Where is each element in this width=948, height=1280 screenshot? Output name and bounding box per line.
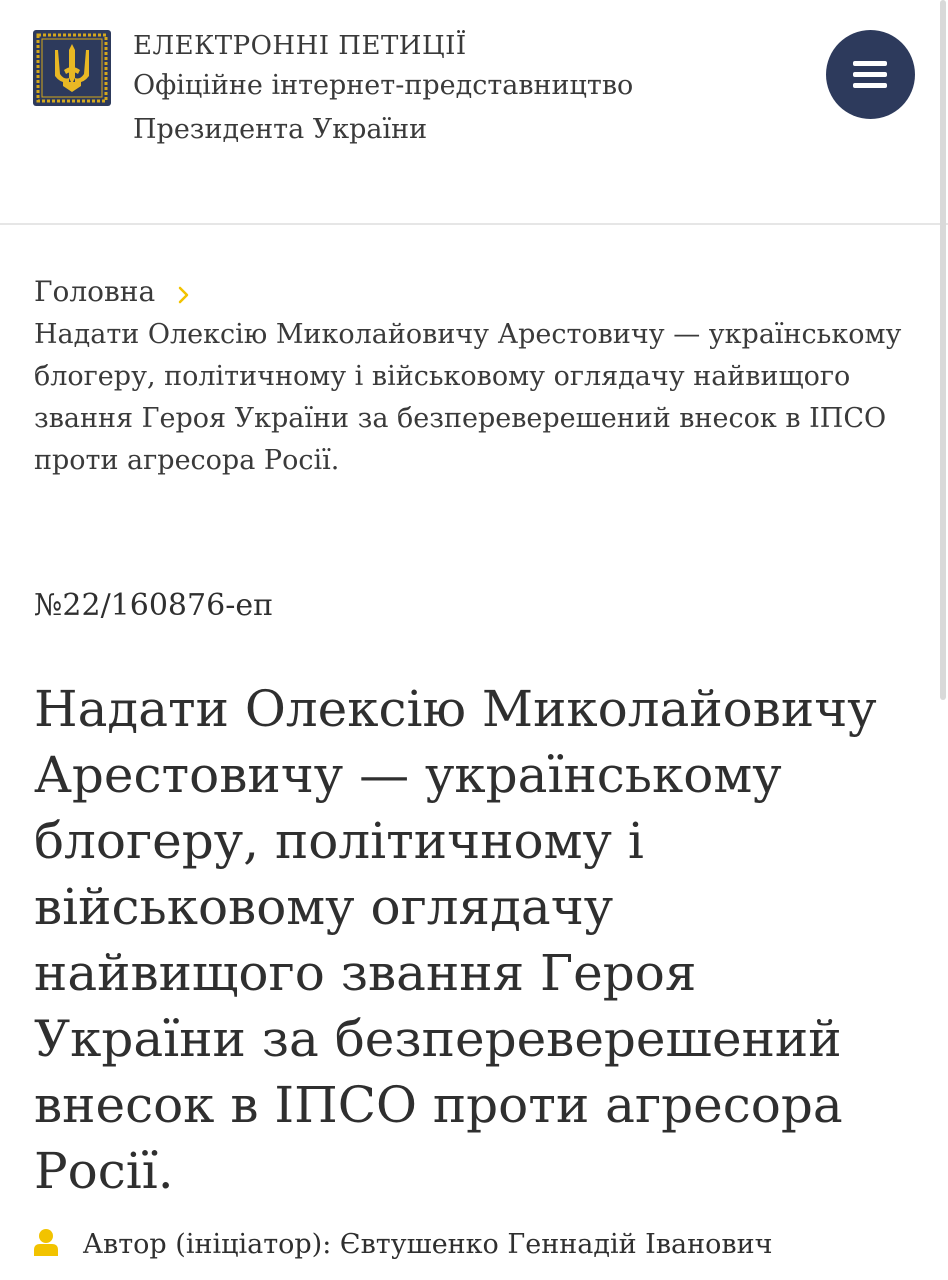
breadcrumb-home-link[interactable]: Головна [34,275,156,308]
petition-number: №22/160876-еп [34,588,274,623]
trident-coat-of-arms-icon [33,30,111,106]
menu-button[interactable] [826,30,915,119]
breadcrumb [34,270,914,482]
author-name: Євтушенко Геннадій Іванович [339,1229,773,1260]
petition-title: Надати Олексію Миколайовичу Арестовичу — українському блогеру, політичному і військовому оглядачу найвищого звання Героя України за безпереверешений внесок в ІПСО проти агресора Росії. [34,680,877,1200]
site-branding [133,28,813,152]
site-subtitle: Офіційне інтернет-представництво Президента України [133,70,634,145]
chevron-right-icon [174,285,194,305]
page-scrollbar[interactable] [940,0,946,700]
author-label: Автор (ініціатор): [82,1229,332,1260]
user-icon [34,1228,58,1256]
site-header [0,0,948,225]
breadcrumb-current: Надати Олексію Миколайовичу Арестовичу — українському блогеру, політичному і військовому оглядачу найвищого звання Героя України за безпереверешений внесок в ІПСО проти агресора Росії. [34,319,902,476]
site-logo[interactable] [33,30,111,106]
site-title[interactable]: ЕЛЕКТРОННІ ПЕТИЦІЇ [133,31,467,61]
petition-author [34,1224,914,1266]
